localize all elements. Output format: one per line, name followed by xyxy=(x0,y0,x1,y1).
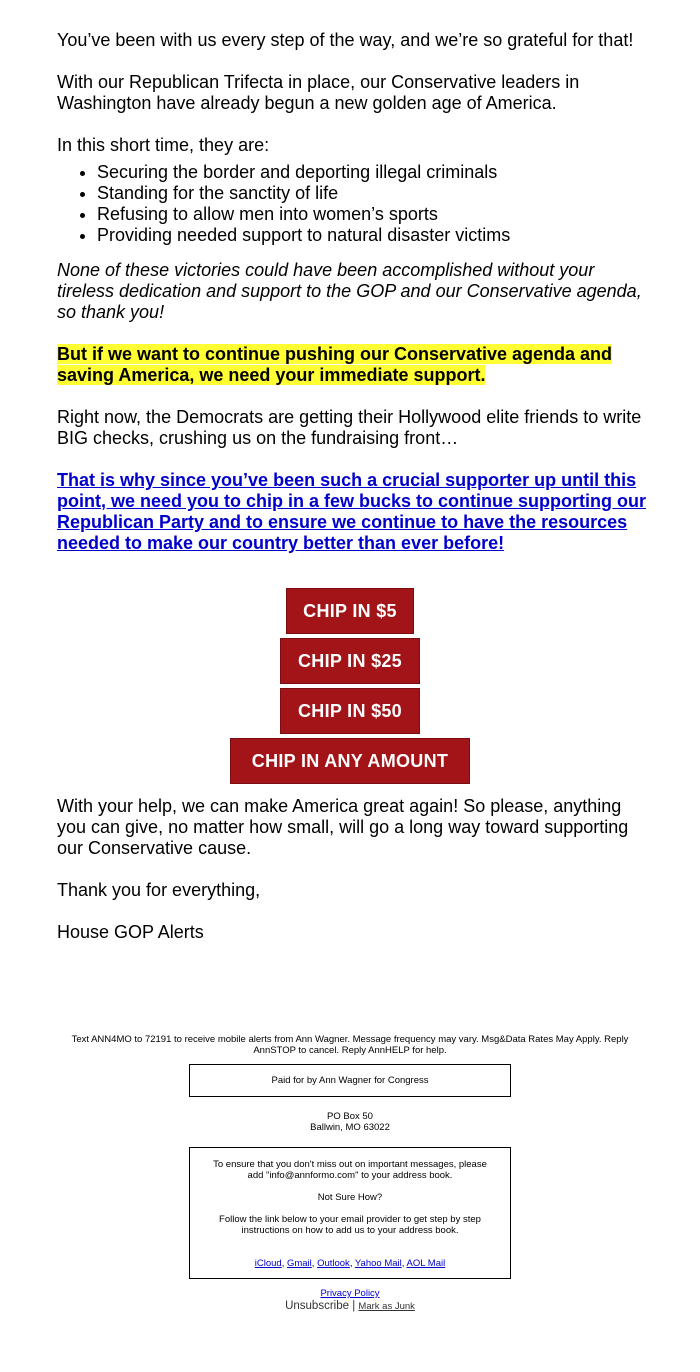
list-item: • Standing for the sanctity of life xyxy=(97,183,647,204)
list-item: • Refusing to allow men into women’s sports xyxy=(97,204,647,225)
address-line-1: PO Box 50 xyxy=(327,1111,373,1122)
chip-in-5-button[interactable] xyxy=(286,588,414,634)
mark-as-junk-link[interactable]: Mark as Junk xyxy=(358,1301,415,1312)
yahoo-mail-link[interactable]: Yahoo Mail xyxy=(354,1258,402,1269)
privacy-policy-link[interactable]: Privacy Policy xyxy=(320,1288,380,1299)
mailing-address xyxy=(0,1111,700,1133)
thank-you-paragraph: None of these victories could have been accomplished without your tireless dedication and support to the GOP and our Conservative agenda, so thank you! xyxy=(57,260,642,322)
closing-message xyxy=(57,796,647,964)
provider-links: iCloud, Gmail, Outlook, Yahoo Mail, AOL Mail xyxy=(254,1258,446,1269)
paid-for-text: Paid for by Ann Wagner for Congress xyxy=(271,1075,429,1086)
accomplishments-list xyxy=(57,162,647,246)
intro-paragraph-1: You’ve been with us every step of the way, and we’re so grateful for that! xyxy=(57,30,634,50)
follow-text: Follow the link below to your email provider to get step by step instructions on how to add us to your address book. xyxy=(219,1214,481,1236)
signature: House GOP Alerts xyxy=(57,922,204,942)
chip-in-25-label: CHIP IN $25 xyxy=(297,651,402,671)
unsubscribe-row xyxy=(0,1300,700,1313)
main-message xyxy=(57,30,647,554)
privacy-row xyxy=(0,1288,700,1299)
list-item: • Securing the border and deporting illegal criminals xyxy=(97,162,647,183)
urgent-paragraph xyxy=(57,344,647,386)
chip-in-25-button[interactable] xyxy=(280,638,420,684)
thanks-line: Thank you for everything, xyxy=(57,880,261,900)
chip-in-any-amount-button[interactable] xyxy=(230,738,470,784)
chip-in-5-label: CHIP IN $5 xyxy=(303,601,397,621)
list-item: • Providing needed support to natural disaster victims xyxy=(97,225,647,246)
paid-for-box xyxy=(189,1064,511,1097)
address-book-box xyxy=(189,1147,511,1279)
sms-disclaimer: Text ANN4MO to 72191 to receive mobile alerts from Ann Wagner. Message frequency may vary. Msg&Data Rates May Apply. Reply AnnSTOP to cancel. Reply AnnHELP for help. xyxy=(71,1034,629,1056)
address-line-2: Ballwin, MO 63022 xyxy=(310,1122,390,1133)
highlighted-text: But if we want to continue pushing our Conservative agenda and saving America, we need your immediate support. xyxy=(57,344,613,385)
not-sure-text: Not Sure How? xyxy=(317,1192,383,1203)
donation-buttons xyxy=(0,588,700,786)
outlook-link[interactable]: Outlook xyxy=(317,1258,350,1269)
closing-paragraph: With your help, we can make America great again! So please, anything you can give, no matter how small, will go a long way toward supporting our Conservative cause. xyxy=(57,796,629,858)
democrats-paragraph: Right now, the Democrats are getting their Hollywood elite friends to write BIG checks, crushing us on the fundraising front… xyxy=(57,407,642,448)
intro-paragraph-3: In this short time, they are: xyxy=(57,135,270,155)
ensure-text: To ensure that you don't miss out on important messages, please add "info@annformo.com" to your address book. xyxy=(213,1159,487,1181)
gmail-link[interactable]: Gmail xyxy=(286,1258,312,1269)
unsubscribe-link[interactable]: Unsubscribe xyxy=(285,1300,349,1312)
separator: | xyxy=(352,1300,356,1312)
intro-paragraph-2: With our Republican Trifecta in place, our Conservative leaders in Washington have already begun a new golden age of America. xyxy=(57,72,580,113)
chip-in-50-label: CHIP IN $50 xyxy=(297,701,402,721)
chip-in-50-button[interactable] xyxy=(280,688,420,734)
chip-in-any-amount-label: CHIP IN ANY AMOUNT xyxy=(251,751,449,771)
chip-in-link[interactable]: That is why since you’ve been such a crucial supporter up until this point, we need you to chip in a few bucks to continue supporting our Republican Party and to ensure we continue to have the resources needed to make our country better than ever before! xyxy=(57,470,647,553)
icloud-link[interactable]: iCloud xyxy=(254,1258,282,1269)
aol-mail-link[interactable]: AOL Mail xyxy=(406,1258,446,1269)
